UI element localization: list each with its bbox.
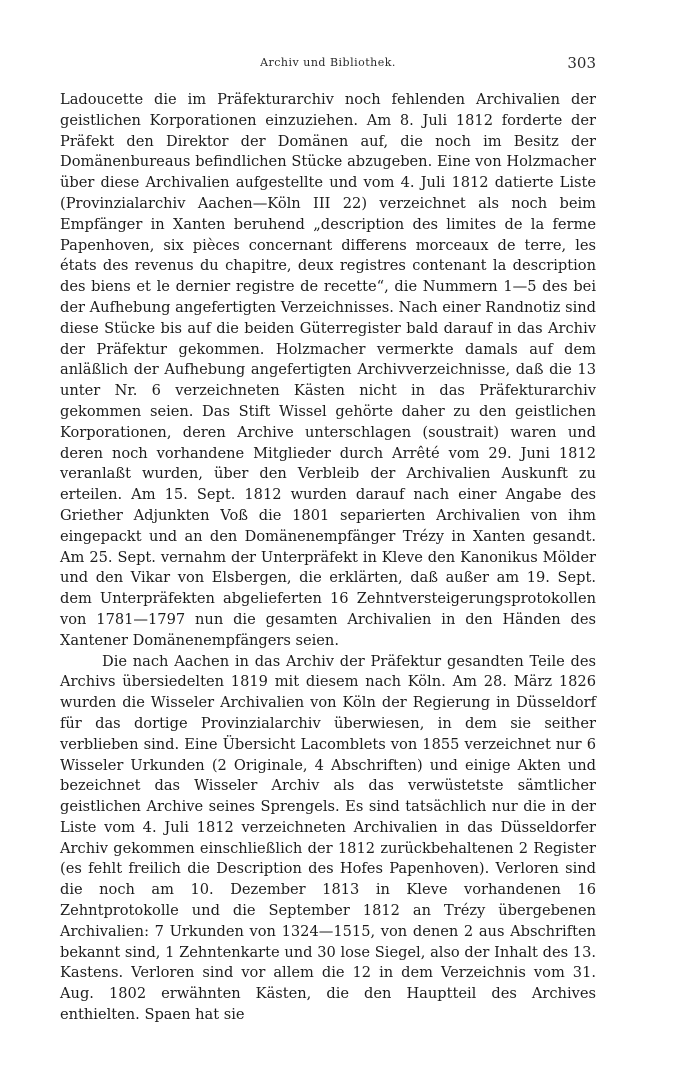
paragraph: Die nach Aachen in das Archiv der Präfektur gesandten Teile des Archivs übersiedelten 1819 mit diesem nach Köln. Am 28. März 1826 wurden die Wisseler Archivalien von Köln der Regierung in Düsseldorf für das dortige Provinzialarchiv überwiesen, in dem sie seither verblieben sind. Eine Übersicht Lacomblets von 1855 verzeichnet nur 6 Wisseler Urkunden (2 Originale, 4 Abschriften) und einige Akten und bezeichnet das Wisseler Archiv als das verwüstetste sämtlicher geistlichen Archive seines Sprengels. Es sind tatsächlich nur die in der Liste vom 4. Juli 1812 verzeichneten Archivalien in das Düsseldorfer Archiv gekommen einschließlich der 1812 zurückbehaltenen 2 Register (es fehlt freilich die Description des Hofes Papenhoven). Verloren sind die noch am 10. Dezember 1813 in Kleve vorhandenen 16 Zehntprotokolle und die September 1812 an Trézy übergebenen Archivalien: 7 Urkunden von 1324—1515, von denen 2 aus Abschriften bekannt sind, 1 Zehntenkarte und 30 lose Siegel, also der Inhalt des 13. Kastens. Verloren sind vor allem die 12 in dem Verzeichnis vom 31. Aug. 1802 erwähnten Kästen, die den Hauptteil des Archives enthielten. Spaen hat sie	[60, 652, 596, 1024]
body-text	[60, 90, 596, 1026]
running-title: Archiv und Bibliothek.	[260, 56, 396, 69]
paragraph: Ladoucette die im Präfekturarchiv noch fehlenden Archivalien der geistlichen Korporationen einzuziehen. Am 8. Juli 1812 forderte der Präfekt den Direktor der Domänen auf, die noch im Besitz der Domänenbureaus befindlichen Stücke abzugeben. Eine von Holzmacher über diese Archivalien aufgestellte und vom 4. Juli 1812 datierte Liste (Provinzialarchiv Aachen—Köln III 22) verzeichnet als noch beim Empfänger in Xanten beruhend „description des limites de la ferme Papenhoven, six pièces concernant differens morceaux de terre, les états des revenus du chapitre, deux registres contenant la description des biens et le dernier registre de recette“, die Nummern 1—5 des bei der Aufhebung angefertigten Verzeichnisses. Nach einer Randnotiz sind diese Stücke bis auf die beiden Güterregister bald darauf in das Archiv der Präfektur gekommen. Holzmacher vermerkte damals auf dem anläßlich der Aufhebung angefertigten Archivverzeichnisse, daß die 13 unter Nr. 6 verzeichneten Kästen nicht in das Präfekturarchiv gekommen seien. Das Stift Wissel gehörte daher zu den geistlichen Korporationen, deren Archive unterschlagen (soustrait) waren und deren noch vorhandene Mitglieder durch Arrêté vom 29. Juni 1812 veranlaßt wurden, über den Verbleib der Archivalien Auskunft zu erteilen. Am 15. Sept. 1812 wurden darauf nach einer Angabe des Griether Adjunkten Voß die 1801 separierten Archivalien von ihm eingepackt und an den Domänenempfänger Trézy in Xanten gesandt. Am 25. Sept. vernahm der Unterpräfekt in Kleve den Kanonikus Mölder und den Vikar von Elsbergen, die erklärten, daß außer am 19. Sept. dem Unterpräfekten abgelieferten 16 Zehntversteigerungsprotokollen von 1781—1797 nun die gesamten Archivalien in den Händen des Xantener Domänenempfängers seien.	[60, 91, 596, 649]
page-header	[60, 56, 596, 76]
page-number: 303	[567, 54, 596, 72]
